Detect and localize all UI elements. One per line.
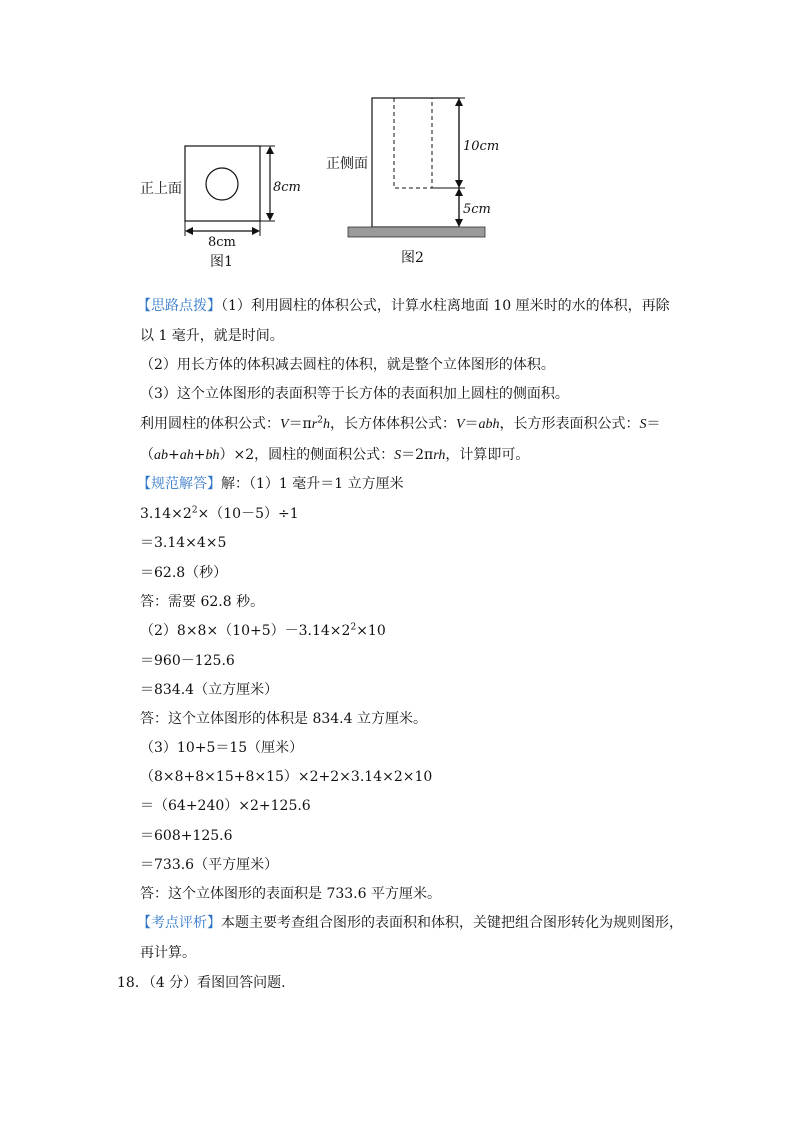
- analysis-tag: 【考点评析】: [137, 915, 221, 931]
- solution-line-2: $3.14\times 2^2\times(10-5)\div 1$: [140, 505, 299, 522]
- fig2-face-label: 正侧面: [326, 156, 368, 172]
- fig2-ground: [348, 227, 485, 237]
- hint-line-2: 以 1 毫升，就是时间。: [140, 328, 284, 344]
- solution-line-1: 【规范解答】解：（1）1 毫升＝1 立方厘米: [137, 476, 404, 492]
- solution-line-13: ＝608+125.6: [140, 828, 233, 844]
- solution-line-15: 答：这个立体图形的表面积是 733.6 平方厘米。: [140, 886, 441, 902]
- solution-line-3: ＝3.14×4×5: [140, 535, 227, 551]
- solution-line-5: 答：需要 62.8 秒。: [140, 594, 265, 610]
- fig1-face-label: 正上面: [140, 181, 182, 197]
- solution-line-12: ＝（64+240）×2+125.6: [140, 798, 311, 814]
- fig2-lower-label: 5cm: [463, 202, 491, 217]
- figure-1: [130, 135, 310, 275]
- solution-line-10: （3）10+5＝15（厘米）: [140, 740, 304, 756]
- figure-2: [320, 90, 500, 270]
- hint-line-6: （ab+ah+bh）×2，圆柱的侧面积公式：S＝2πrh，计算即可。: [140, 447, 530, 463]
- solution-line-11: （8×8+8×15+8×15）×2+2×3.14×2×10: [140, 769, 433, 785]
- hint-line-5: 利用圆柱的体积公式：$V=\pi r^2h$，长方体体积公式：V＝abh，长方形表面积公式：S＝: [140, 415, 661, 432]
- fig1-width-label: 8cm: [208, 235, 236, 250]
- hint-tag: 【思路点拨】: [137, 298, 221, 314]
- fig1-height-label: 8cm: [273, 180, 301, 195]
- question-18: 18．（4 分）看图回答问题.: [117, 975, 286, 991]
- fig2-upper-label: 10cm: [463, 139, 500, 154]
- fig1-square: [185, 146, 260, 221]
- solution-line-9: 答：这个立体图形的体积是 834.4 立方厘米。: [140, 711, 427, 727]
- solution-line-6: $(2)8\times 8\times(10+5)-3.14\times 2^2\times 10$: [140, 622, 386, 639]
- hint-line-4: （3）这个立体图形的表面积等于长方体的表面积加上圆柱的侧面积。: [140, 386, 569, 402]
- solution-line-4: ＝62.8（秒）: [140, 565, 228, 581]
- hint-line-1: 【思路点拨】（1）利用圆柱的体积公式，计算水柱离地面 10 厘米时的水的体积，再除: [137, 298, 670, 314]
- hint-line-3: （2）用长方体的体积减去圆柱的体积，就是整个立体图形的体积。: [140, 357, 555, 373]
- solution-line-7: ＝960－125.6: [140, 653, 235, 669]
- analysis-line-2: 再计算。: [140, 945, 196, 961]
- fig1-caption: 图1: [210, 254, 233, 270]
- fig2-cylinder-dashed: [394, 98, 432, 188]
- solution-line-8: ＝834.4（立方厘米）: [140, 682, 279, 698]
- fig2-caption: 图2: [401, 250, 424, 266]
- fig1-circle: [206, 168, 238, 200]
- solution-line-14: ＝733.6（平方厘米）: [140, 857, 279, 873]
- fig2-cuboid: [372, 98, 459, 227]
- analysis-line-1: 【考点评析】本题主要考查组合图形的表面积和体积，关键把组合图形转化为规则图形，: [137, 915, 683, 931]
- solution-tag: 【规范解答】: [137, 476, 221, 492]
